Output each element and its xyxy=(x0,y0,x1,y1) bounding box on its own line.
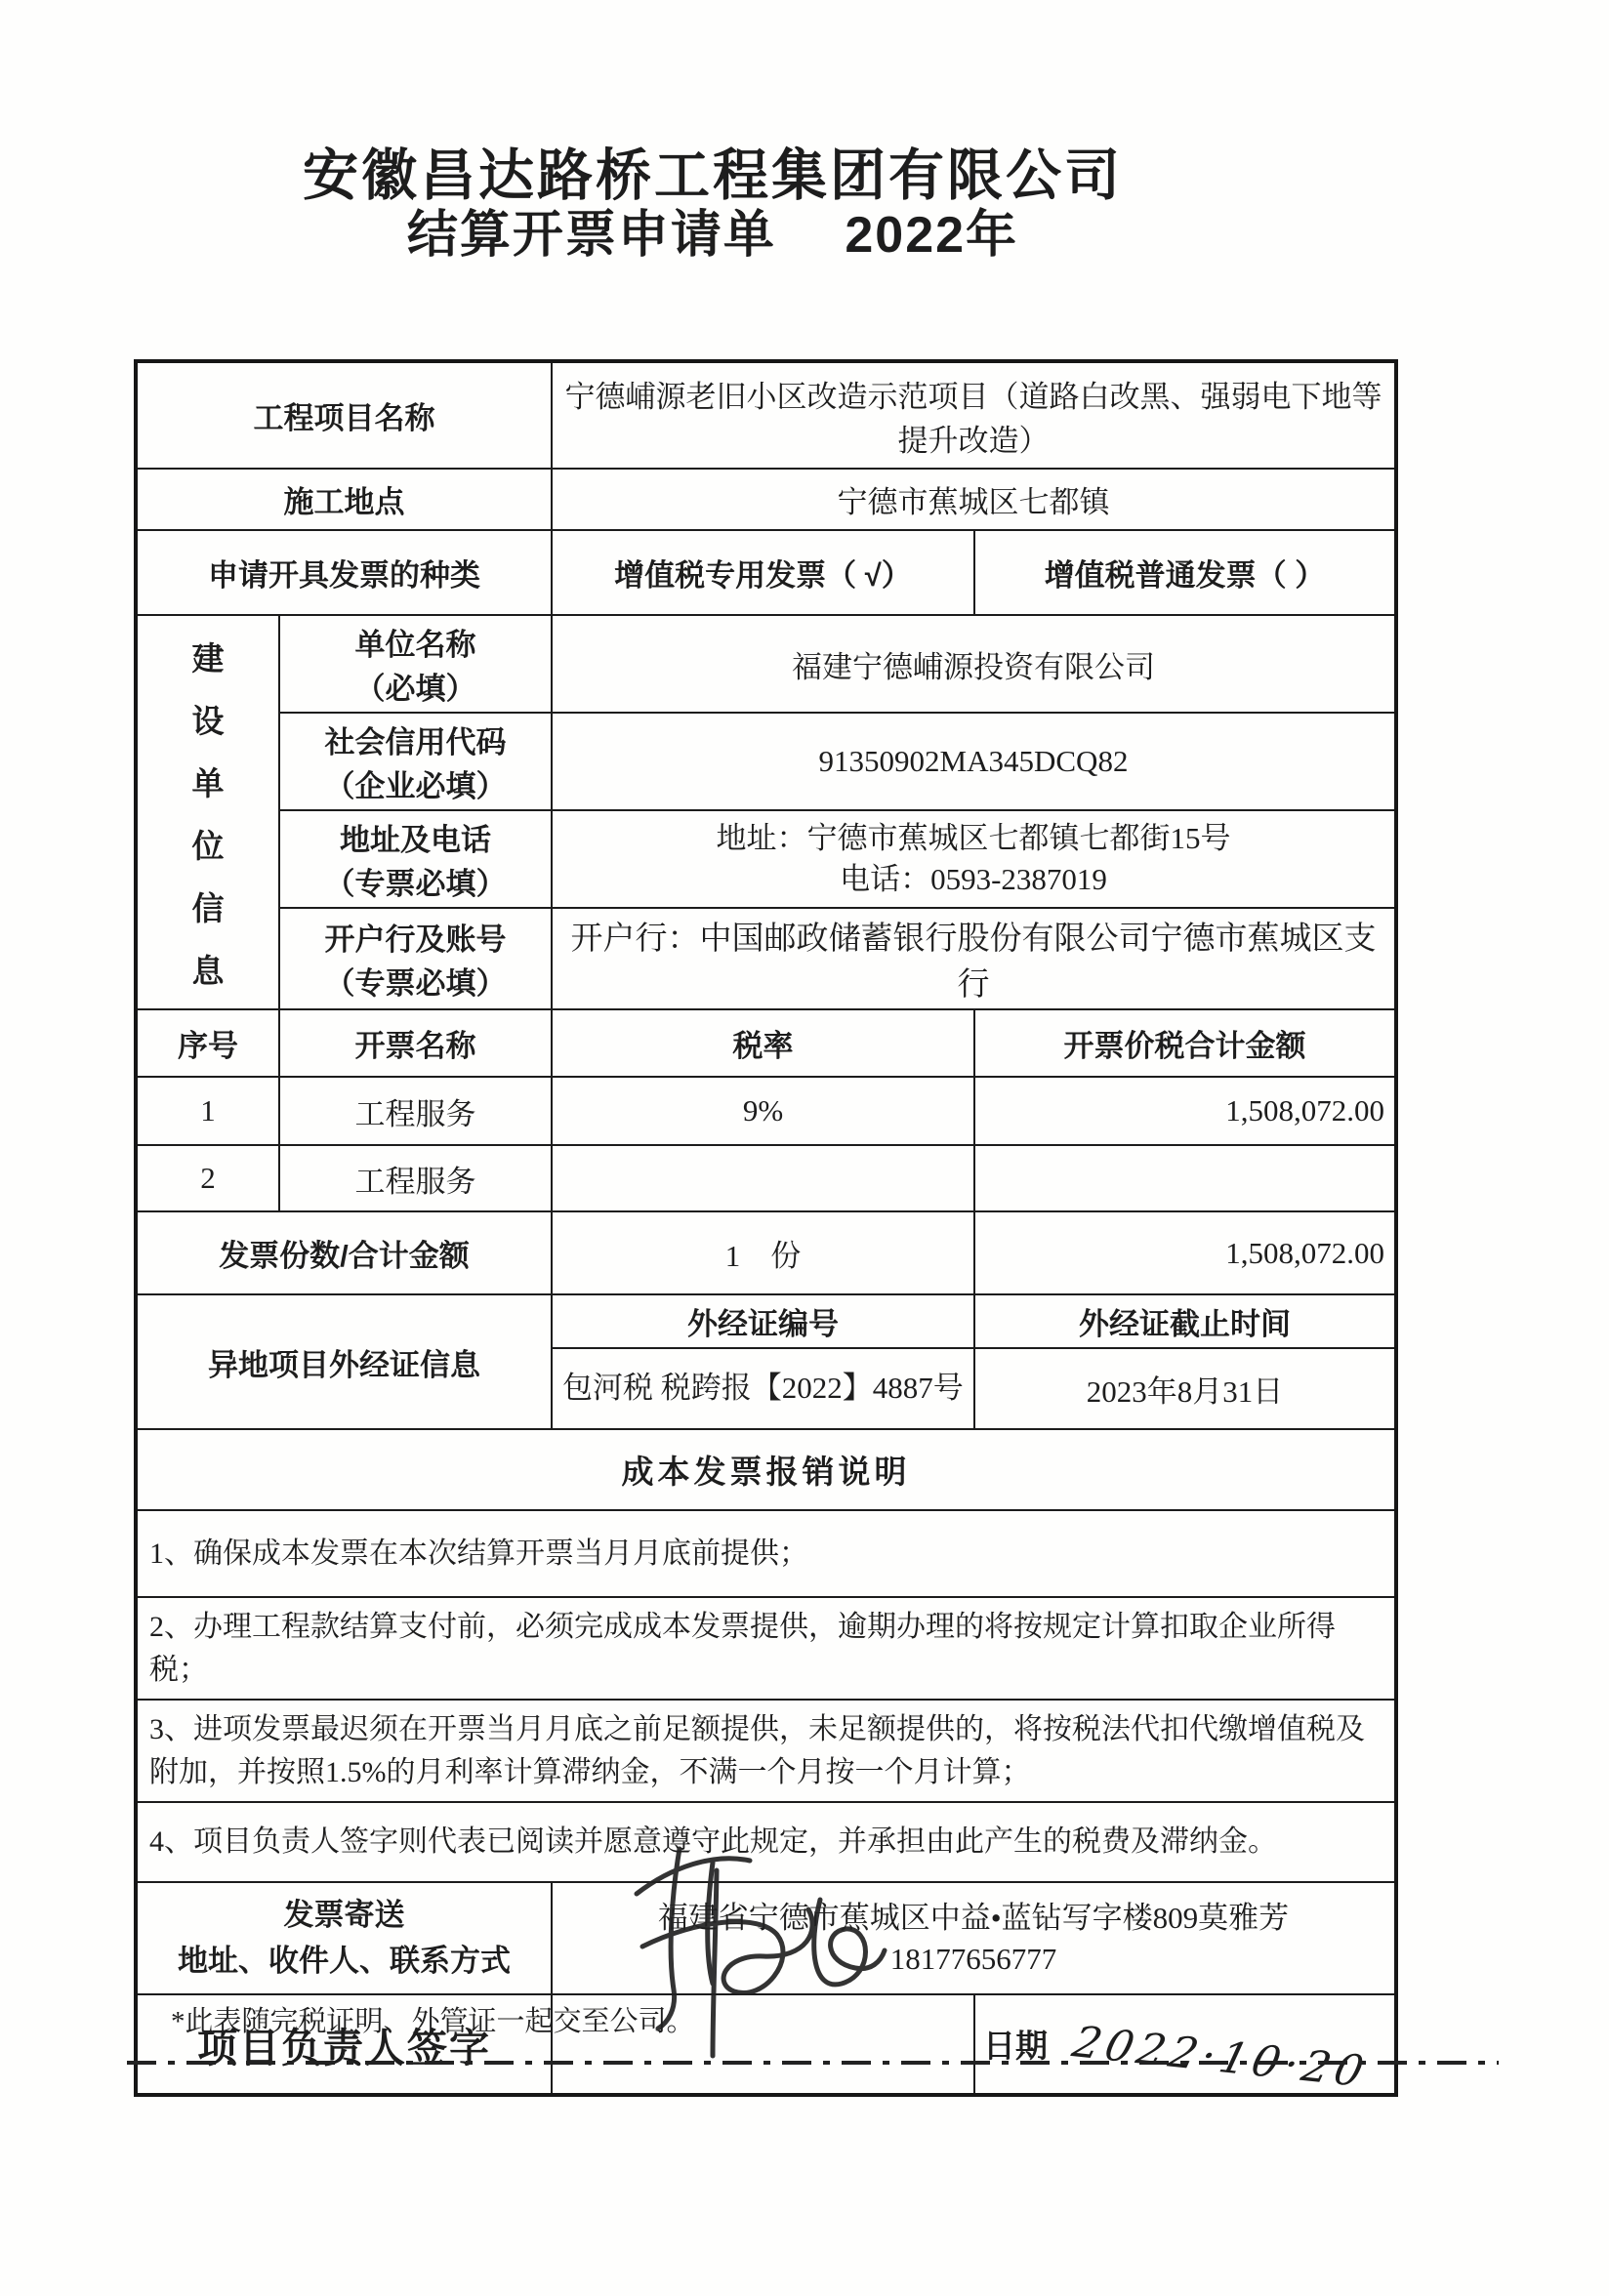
summary-count: 1 份 xyxy=(552,1211,974,1294)
address-phone-value: 地址：宁德市蕉城区七都镇七都街15号 电话：0593-2387019 xyxy=(552,810,1396,908)
invoice-type-special-option: 增值税专用发票（ √） xyxy=(552,530,974,615)
item1-amount: 1,508,072.00 xyxy=(974,1077,1396,1145)
invoice-type-label: 申请开具发票的种类 xyxy=(136,530,552,615)
address-phone-label: 地址及电话 （专票必填） xyxy=(279,810,552,908)
item2-no: 2 xyxy=(136,1145,279,1211)
row-cross-region-header xyxy=(136,1294,1396,1348)
invoice-request-table xyxy=(134,359,1398,2097)
row-mailing xyxy=(136,1882,1396,1994)
site-value: 宁德市蕉城区七都镇 xyxy=(552,469,1396,530)
cost-notes-header: 成本发票报销说明 xyxy=(136,1429,1396,1510)
item2-amount xyxy=(974,1145,1396,1211)
cert-no-value: 包河税 税跨报【2022】4887号 xyxy=(552,1348,974,1429)
row-note-1 xyxy=(136,1510,1396,1597)
row-site xyxy=(136,469,1396,530)
project-name-value: 宁德峬源老旧小区改造示范项目（道路白改黑、强弱电下地等提升改造） xyxy=(552,361,1396,469)
summary-amount: 1,508,072.00 xyxy=(974,1211,1396,1294)
item1-no: 1 xyxy=(136,1077,279,1145)
row-address-phone xyxy=(136,810,1396,908)
item2-rate xyxy=(552,1145,974,1211)
items-header-rate: 税率 xyxy=(552,1009,974,1077)
date-label: 日期 xyxy=(983,2028,1048,2064)
owner-name-value: 福建宁德峬源投资有限公司 xyxy=(552,615,1396,713)
item-row-2 xyxy=(136,1145,1396,1211)
bank-label: 开户行及账号 （专票必填） xyxy=(279,908,552,1009)
date-cell xyxy=(974,1994,1396,2098)
dash-dot-separator xyxy=(127,2054,1499,2071)
bank-value: 开户行：中国邮政储蓄银行股份有限公司宁德市蕉城区支行 xyxy=(552,908,1396,1009)
signature-label: 项目负责人签字 xyxy=(136,1994,552,2095)
cross-region-label: 异地项目外经证信息 xyxy=(136,1294,552,1429)
mailing-value: 福建省宁德市蕉城区中益•蓝钻写字楼809莫雅芳 18177656777 xyxy=(552,1882,1396,1994)
invoice-type-general-option: 增值税普通发票（ ） xyxy=(974,530,1396,615)
row-invoice-type xyxy=(136,530,1396,615)
cost-note-4: 4、项目负责人签字则代表已阅读并愿意遵守此规定，并承担由此产生的税费及滞纳金。 xyxy=(136,1802,1396,1882)
form-title: 结算开票申请单 2022年 xyxy=(406,207,1019,264)
items-header-name: 开票名称 xyxy=(279,1009,552,1077)
item1-name: 工程服务 xyxy=(279,1077,552,1145)
cost-note-1: 1、确保成本发票在本次结算开票当月月底前提供； xyxy=(136,1510,1396,1597)
row-credit-code xyxy=(136,713,1396,810)
cost-note-2: 2、办理工程款结算支付前，必须完成成本发票提供，逾期办理的将按规定计算扣取企业所得税； xyxy=(136,1597,1396,1700)
row-bank xyxy=(136,908,1396,1009)
item-row-1 xyxy=(136,1077,1396,1145)
items-header-no: 序号 xyxy=(136,1009,279,1077)
row-cost-notes-header xyxy=(136,1429,1396,1510)
items-header-amount: 开票价税合计金额 xyxy=(974,1009,1396,1077)
owner-info-vertical-label: 建 设 单 位 信 息 xyxy=(136,615,279,1009)
owner-name-label: 单位名称 （必填） xyxy=(279,615,552,713)
row-note-2 xyxy=(136,1597,1396,1700)
row-note-3 xyxy=(136,1700,1396,1802)
summary-label: 发票份数/合计金额 xyxy=(136,1211,552,1294)
row-note-4 xyxy=(136,1802,1396,1882)
row-summary xyxy=(136,1211,1396,1294)
cert-deadline-header: 外经证截止时间 xyxy=(974,1294,1396,1348)
cost-note-3: 3、进项发票最迟须在开票当月月底之前足额提供，未足额提供的，将按税法代扣代缴增值税及附加，并按照1.5%的月利率计算滞纳金，不满一个月按一个月计算； xyxy=(136,1700,1396,1802)
credit-code-label: 社会信用代码 （企业必填） xyxy=(279,713,552,810)
company-title: 安徽昌达路桥工程集团有限公司 xyxy=(303,144,1123,207)
project-name-label: 工程项目名称 xyxy=(136,361,552,469)
row-project-name xyxy=(136,361,1396,469)
handwritten-date: 2022·10·20 xyxy=(1067,2017,1374,2098)
site-label: 施工地点 xyxy=(136,469,552,530)
cert-no-header: 外经证编号 xyxy=(552,1294,974,1348)
footnote: *此表随完税证明、外管证一起交至公司。 xyxy=(171,2006,695,2037)
item1-rate: 9% xyxy=(552,1077,974,1145)
row-owner-name xyxy=(136,615,1396,713)
cert-deadline-value: 2023年8月31日 xyxy=(974,1348,1396,1429)
row-items-header xyxy=(136,1009,1396,1077)
credit-code-value: 91350902MA345DCQ82 xyxy=(552,713,1396,810)
mailing-label: 发票寄送 地址、收件人、联系方式 xyxy=(136,1882,552,1994)
item2-name: 工程服务 xyxy=(279,1145,552,1211)
